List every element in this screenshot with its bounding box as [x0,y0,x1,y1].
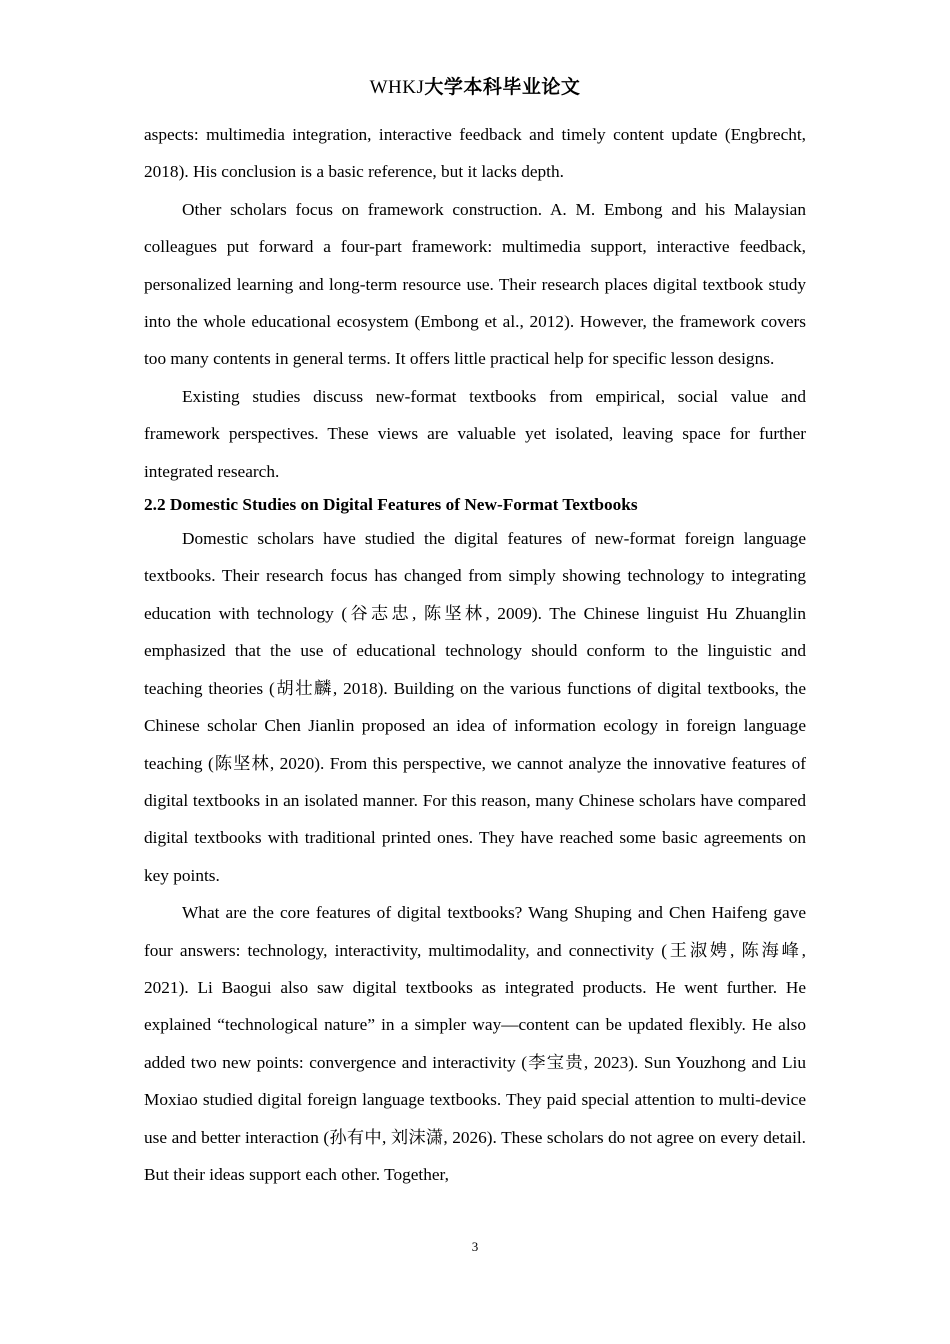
section-heading: 2.2 Domestic Studies on Digital Features of New-Format Textbooks [144,495,638,515]
paragraph-framework: Other scholars focus on framework construction. A. M. Embong and his Malaysian colleagues put forward a four-part framework: multimedia support, interactive feedback, personalized learning and long-term resource use. Their research places digital textbook study into the whole educational ecosystem (Embong et al., 2012). However, the framework covers too many contents in general terms. It offers little practical help for specific lesson designs. [144,199,806,369]
paragraph-continued: aspects: multimedia integration, interactive feedback and timely content update (Engbrecht, 2018). His conclusion is a basic reference, but it lacks depth. [144,125,806,182]
body-text [144,116,806,1193]
running-header [0,74,950,101]
paragraph-summary: Existing studies discuss new-format textbooks from empirical, social value and framework perspectives. These views are valuable yet isolated, leaving space for further integrated research. [144,386,806,481]
header-title-cjk: 大学本科毕业论文 [424,76,581,98]
paragraph-core-features: What are the core features of digital textbooks? Wang Shuping and Chen Haifeng gave four answers: technology, interactivity, multimodality, and connectivity (王淑娉, 陈海峰, 2021). Li Baogui also saw digital textbooks as integrated products. He went further. He explained “technological nature” in a simpler way—content can be updated flexibly. He also added two new points: convergence and interactivity (李宝贵, 2023). Sun Youzhong and Liu Moxiao studied digital foreign language textbooks. They paid special attention to multi-device use and better interaction (孙有中, 刘沫潇, 2026). These scholars do not agree on every detail. But their ideas support each other. Together, [144,903,806,1184]
page-number: 3 [471,1239,479,1254]
paragraph-domestic-studies: Domestic scholars have studied the digital features of new-format foreign language textbooks. Their research focus has changed from simply showing technology to integrating education with technology (谷志忠, 陈坚林, 2009). The Chinese linguist Hu Zhuanglin emphasized that the use of educational technology should conform to the linguistic and teaching theories (胡壮麟, 2018). Building on the various functions of digital textbooks, the Chinese scholar Chen Jianlin proposed an idea of information ecology in foreign language teaching (陈坚林, 2020). From this perspective, we cannot analyze the innovative features of digital textbooks in an isolated manner. For this reason, many Chinese scholars have compared digital textbooks with traditional printed ones. They have reached some basic agreements on key points. [144,529,806,885]
header-title-latin: WHKJ [369,77,425,98]
